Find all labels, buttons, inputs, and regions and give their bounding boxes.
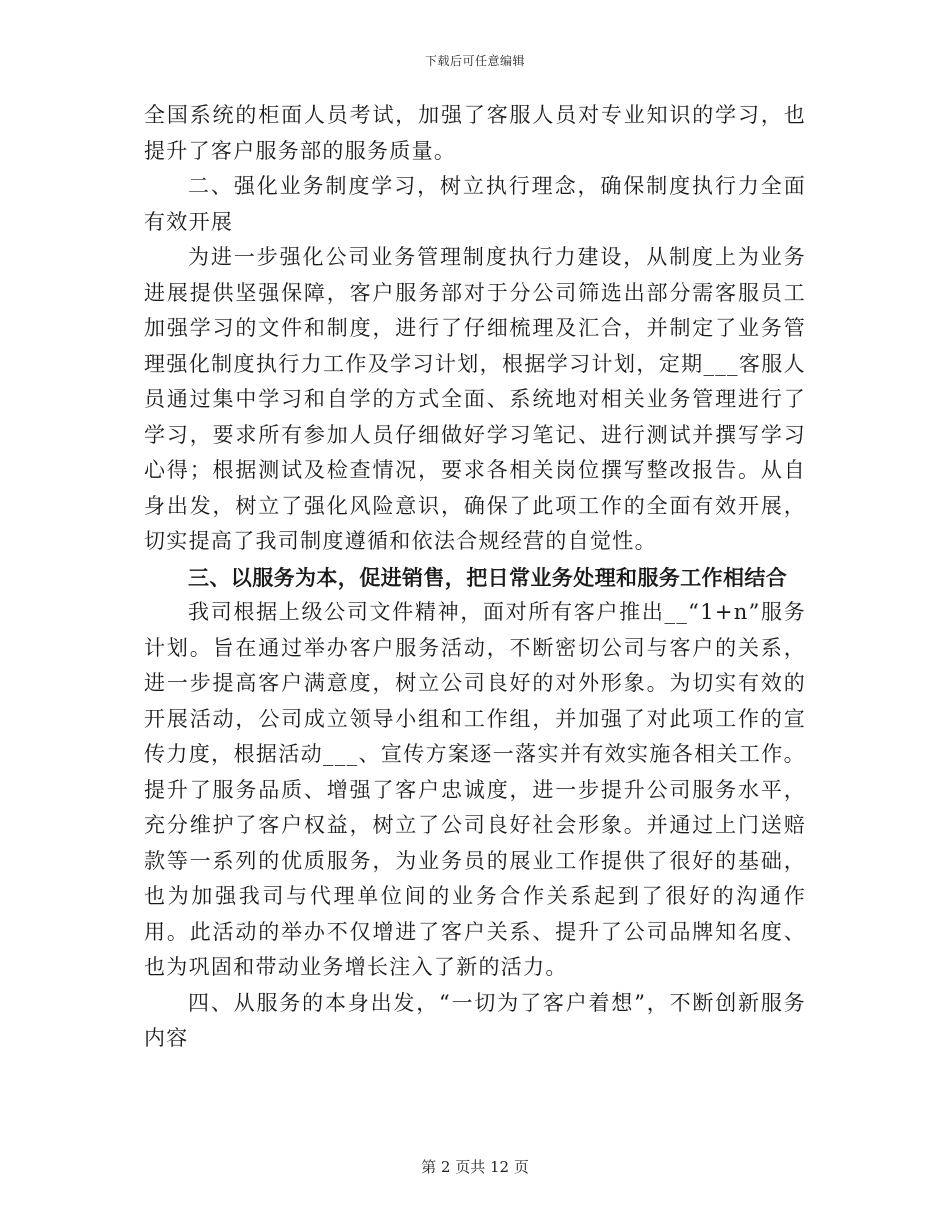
paragraph-section-2: 为进一步强化公司业务管理制度执行力建设，从制度上为业务进展提供坚强保障，客户服务部对于分公司筛选出部分需客服员工加强学习的文件和制度，进行了仔细梳理及汇合，并制定了业务管理强化制度执行力工作及学习计划，根据学习计划，定期___客服人员通过集中学习和自学的方式全面、系统地对相关业务管理进行了学习，要求所有参加人员仔细做好学习笔记、进行测试并撰写学习心得；根据测试及检查情况，要求各相关岗位撰写整改报告。从自身出发，树立了强化风险意识，确保了此项工作的全面有效开展，切实提高了我司制度遵循和依法合规经营的自觉性。 bbox=[144, 245, 806, 553]
paragraph-section-3: 我司根据上级公司文件精神，面对所有客户推出__“1+n”服务计划。旨在通过举办客户服务活动，不断密切公司与客户的关系，进一步提高客户满意度，树立公司良好的对外形象。为切实有效的开展活动，公司成立领导小组和工作组，并加强了对此项工作的宣传力度，根据活动___、宣传方案逐一落实并有效实施各相关工作。提升了服务品质、增强了客户忠诚度，进一步提升公司服务水平，充分维护了客户权益，树立了公司良好社会形象。并通过上门送赔款等一系列的优质服务，为业务员的展业工作提供了很好的基础，也为加强我司与代理单位间的业务合作关系起到了很好的沟通作用。此活动的举办不仅增进了客户关系、提升了公司品牌知名度、也为巩固和带动业务增长注入了新的活力。 bbox=[144, 600, 806, 979]
section-heading-2: 二、强化业务制度学习，树立执行理念，确保制度执行力全面有效开展 bbox=[144, 174, 806, 234]
paragraph-continuation: 全国系统的柜面人员考试，加强了客服人员对专业知识的学习，也提升了客户服务部的服务质量。 bbox=[144, 103, 806, 163]
document-body bbox=[144, 98, 806, 1057]
section-heading-4: 四、从服务的本身出发，“一切为了客户着想”，不断创新服务内容 bbox=[144, 990, 806, 1050]
section-heading-3: 三、以服务为本，促进销售，把日常业务处理和服务工作相结合 bbox=[188, 564, 788, 590]
page-header: 下载后可任意编辑 bbox=[424, 54, 525, 68]
page-footer: 第 2 页共 12 页 bbox=[421, 1158, 529, 1176]
